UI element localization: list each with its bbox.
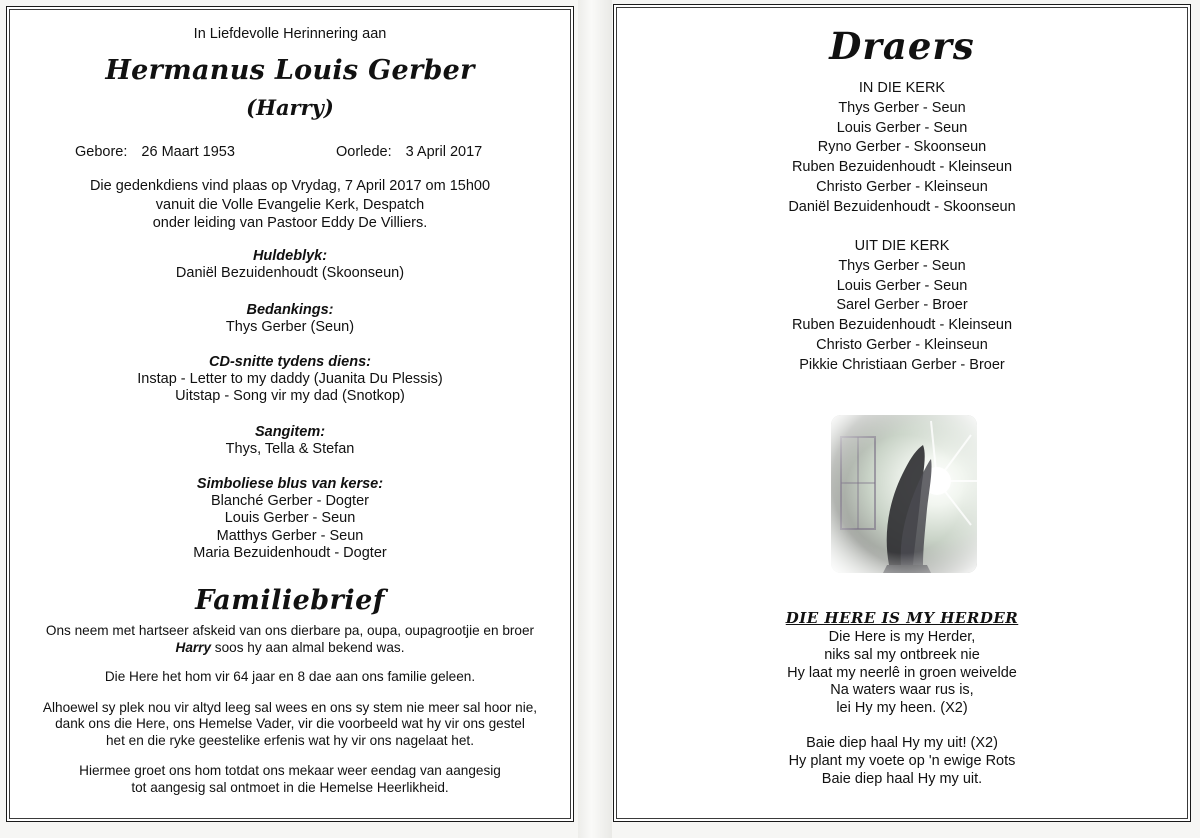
psalm-verse-1 xyxy=(614,629,1190,718)
psalm-line: niks sal my ontbreek nie xyxy=(824,646,980,663)
service-line: Die gedenkdiens vind plaas op Vrydag, 7 April 2017 om 15h00 xyxy=(89,178,491,194)
section-line: Blanché Gerber - Dogter xyxy=(211,493,369,509)
list-item: Louis Gerber - Seun xyxy=(836,119,968,136)
list-item: Ruben Bezuidenhoudt - Kleinseun xyxy=(791,159,1013,176)
list-item: Sarel Gerber - Broer xyxy=(836,297,968,314)
family-letter xyxy=(7,623,573,796)
section-line: Louis Gerber - Seun xyxy=(224,510,356,527)
letter-line: het en die ryke geestelike erfenis wat hy vir ons nagelaat het. xyxy=(105,732,474,748)
section-heading: Sangitem: xyxy=(254,424,326,440)
psalm-title: DIE HERE IS MY HERDER xyxy=(785,609,1019,627)
section-line: Maria Bezuidenhoudt - Dogter xyxy=(193,545,387,562)
letter-line: Hiermee groet ons hom totdat ons mekaar weer eendag van aangesig xyxy=(79,763,501,778)
born-label: Gebore: xyxy=(75,144,128,160)
service-line: onder leiding van Pastoor Eddy De Villiers. xyxy=(152,215,428,231)
family-letter-title: Familiebrief xyxy=(195,585,385,616)
psalm-line: lei Hy my heen. (X2) xyxy=(836,700,968,717)
list-item: Thys Gerber - Seun xyxy=(838,99,966,116)
psalm-line: Hy plant my voete op 'n ewige Rots xyxy=(788,752,1016,769)
section-line: Uitstap - Song vir my dad (Snotkop) xyxy=(175,388,405,405)
letter-line: Alhoewel sy plek nou vir altyd leeg sal wees en ons sy stem nie meer sal hoor nie, xyxy=(42,699,538,715)
section-heading: CD-snitte tydens diens: xyxy=(209,354,371,370)
psalm-line: Hy laat my neerlê in groen weivelde xyxy=(787,664,1017,681)
deceased-name: Hermanus Louis Gerber xyxy=(105,55,475,86)
born-group xyxy=(75,144,235,160)
intro-text: In Liefdevolle Herinnering aan xyxy=(193,26,387,42)
service-details xyxy=(7,177,573,233)
list-item: Thys Gerber - Seun xyxy=(838,257,966,274)
section-heading: Huldeblyk: xyxy=(252,248,328,264)
praying-hands-icon xyxy=(831,415,977,573)
died-label: Oorlede: xyxy=(336,144,392,160)
service-line: vanuit die Volle Evangelie Kerk, Despatch xyxy=(155,196,425,213)
pallbearers-title: Draers xyxy=(829,24,975,68)
born-date: 26 Maart 1953 xyxy=(141,144,235,160)
list-item: Christo Gerber - Kleinseun xyxy=(816,336,988,353)
psalm-line: Die Here is my Herder, xyxy=(828,629,976,645)
psalm-line: Na waters waar rus is, xyxy=(830,682,974,699)
out-church-list xyxy=(614,237,1190,376)
letter-line: dank ons die Here, ons Hemelse Vader, vir die voorbeeld wat hy vir ons gestel xyxy=(55,716,525,731)
psalm-line: Baie diep haal Hy my uit. xyxy=(821,770,983,787)
left-page xyxy=(6,6,574,822)
list-item: Pikkie Christiaan Gerber - Broer xyxy=(799,356,1005,373)
list-item: Ryno Gerber - Skoonseun xyxy=(817,139,987,156)
section-tribute xyxy=(7,247,573,282)
section-line: Thys, Tella & Stefan xyxy=(225,441,355,457)
list-item: Christo Gerber - Kleinseun xyxy=(816,178,988,195)
list-heading: UIT DIE KERK xyxy=(854,238,950,254)
section-song-item xyxy=(7,423,573,458)
section-line: Instap - Letter to my daddy (Juanita Du Plessis) xyxy=(137,371,443,387)
died-group xyxy=(336,144,482,160)
letter-line xyxy=(7,640,573,657)
photo-vignette xyxy=(831,415,977,573)
right-page xyxy=(613,4,1191,822)
psalm-line: Baie diep haal Hy my uit! (X2) xyxy=(806,735,998,751)
deceased-nickname: (Harry) xyxy=(246,95,334,120)
letter-line: tot aangesig sal ontmoet in die Hemelse Heerlikheid. xyxy=(131,779,449,795)
list-item: Louis Gerber - Seun xyxy=(836,277,968,294)
letter-line: Ons neem met hartseer afskeid van ons dierbare pa, oupa, oupagrootjie en broer xyxy=(45,623,535,638)
section-heading: Bedankings: xyxy=(246,302,334,318)
booklet-spine xyxy=(578,0,612,838)
letter-name: Harry xyxy=(175,639,212,655)
letter-text: soos hy aan almal bekend was. xyxy=(211,639,405,655)
psalm-verse-2 xyxy=(614,735,1190,788)
section-heading: Simboliese blus van kerse: xyxy=(196,476,384,492)
list-item: Daniël Bezuidenhoudt - Skoonseun xyxy=(788,198,1016,215)
in-church-list xyxy=(614,79,1190,218)
list-item: Ruben Bezuidenhoudt - Kleinseun xyxy=(791,317,1013,334)
section-cd-tracks xyxy=(7,353,573,406)
section-candles xyxy=(7,475,573,563)
list-heading: IN DIE KERK xyxy=(858,80,946,96)
letter-line: Die Here het hom vir 64 jaar en 8 dae aan ons familie geleen. xyxy=(104,669,476,684)
section-line: Matthys Gerber - Seun xyxy=(216,527,364,544)
died-date: 3 April 2017 xyxy=(405,144,483,160)
section-thanks xyxy=(7,301,573,336)
section-line: Thys Gerber (Seun) xyxy=(225,319,355,335)
section-line: Daniël Bezuidenhoudt (Skoonseun) xyxy=(175,265,405,281)
